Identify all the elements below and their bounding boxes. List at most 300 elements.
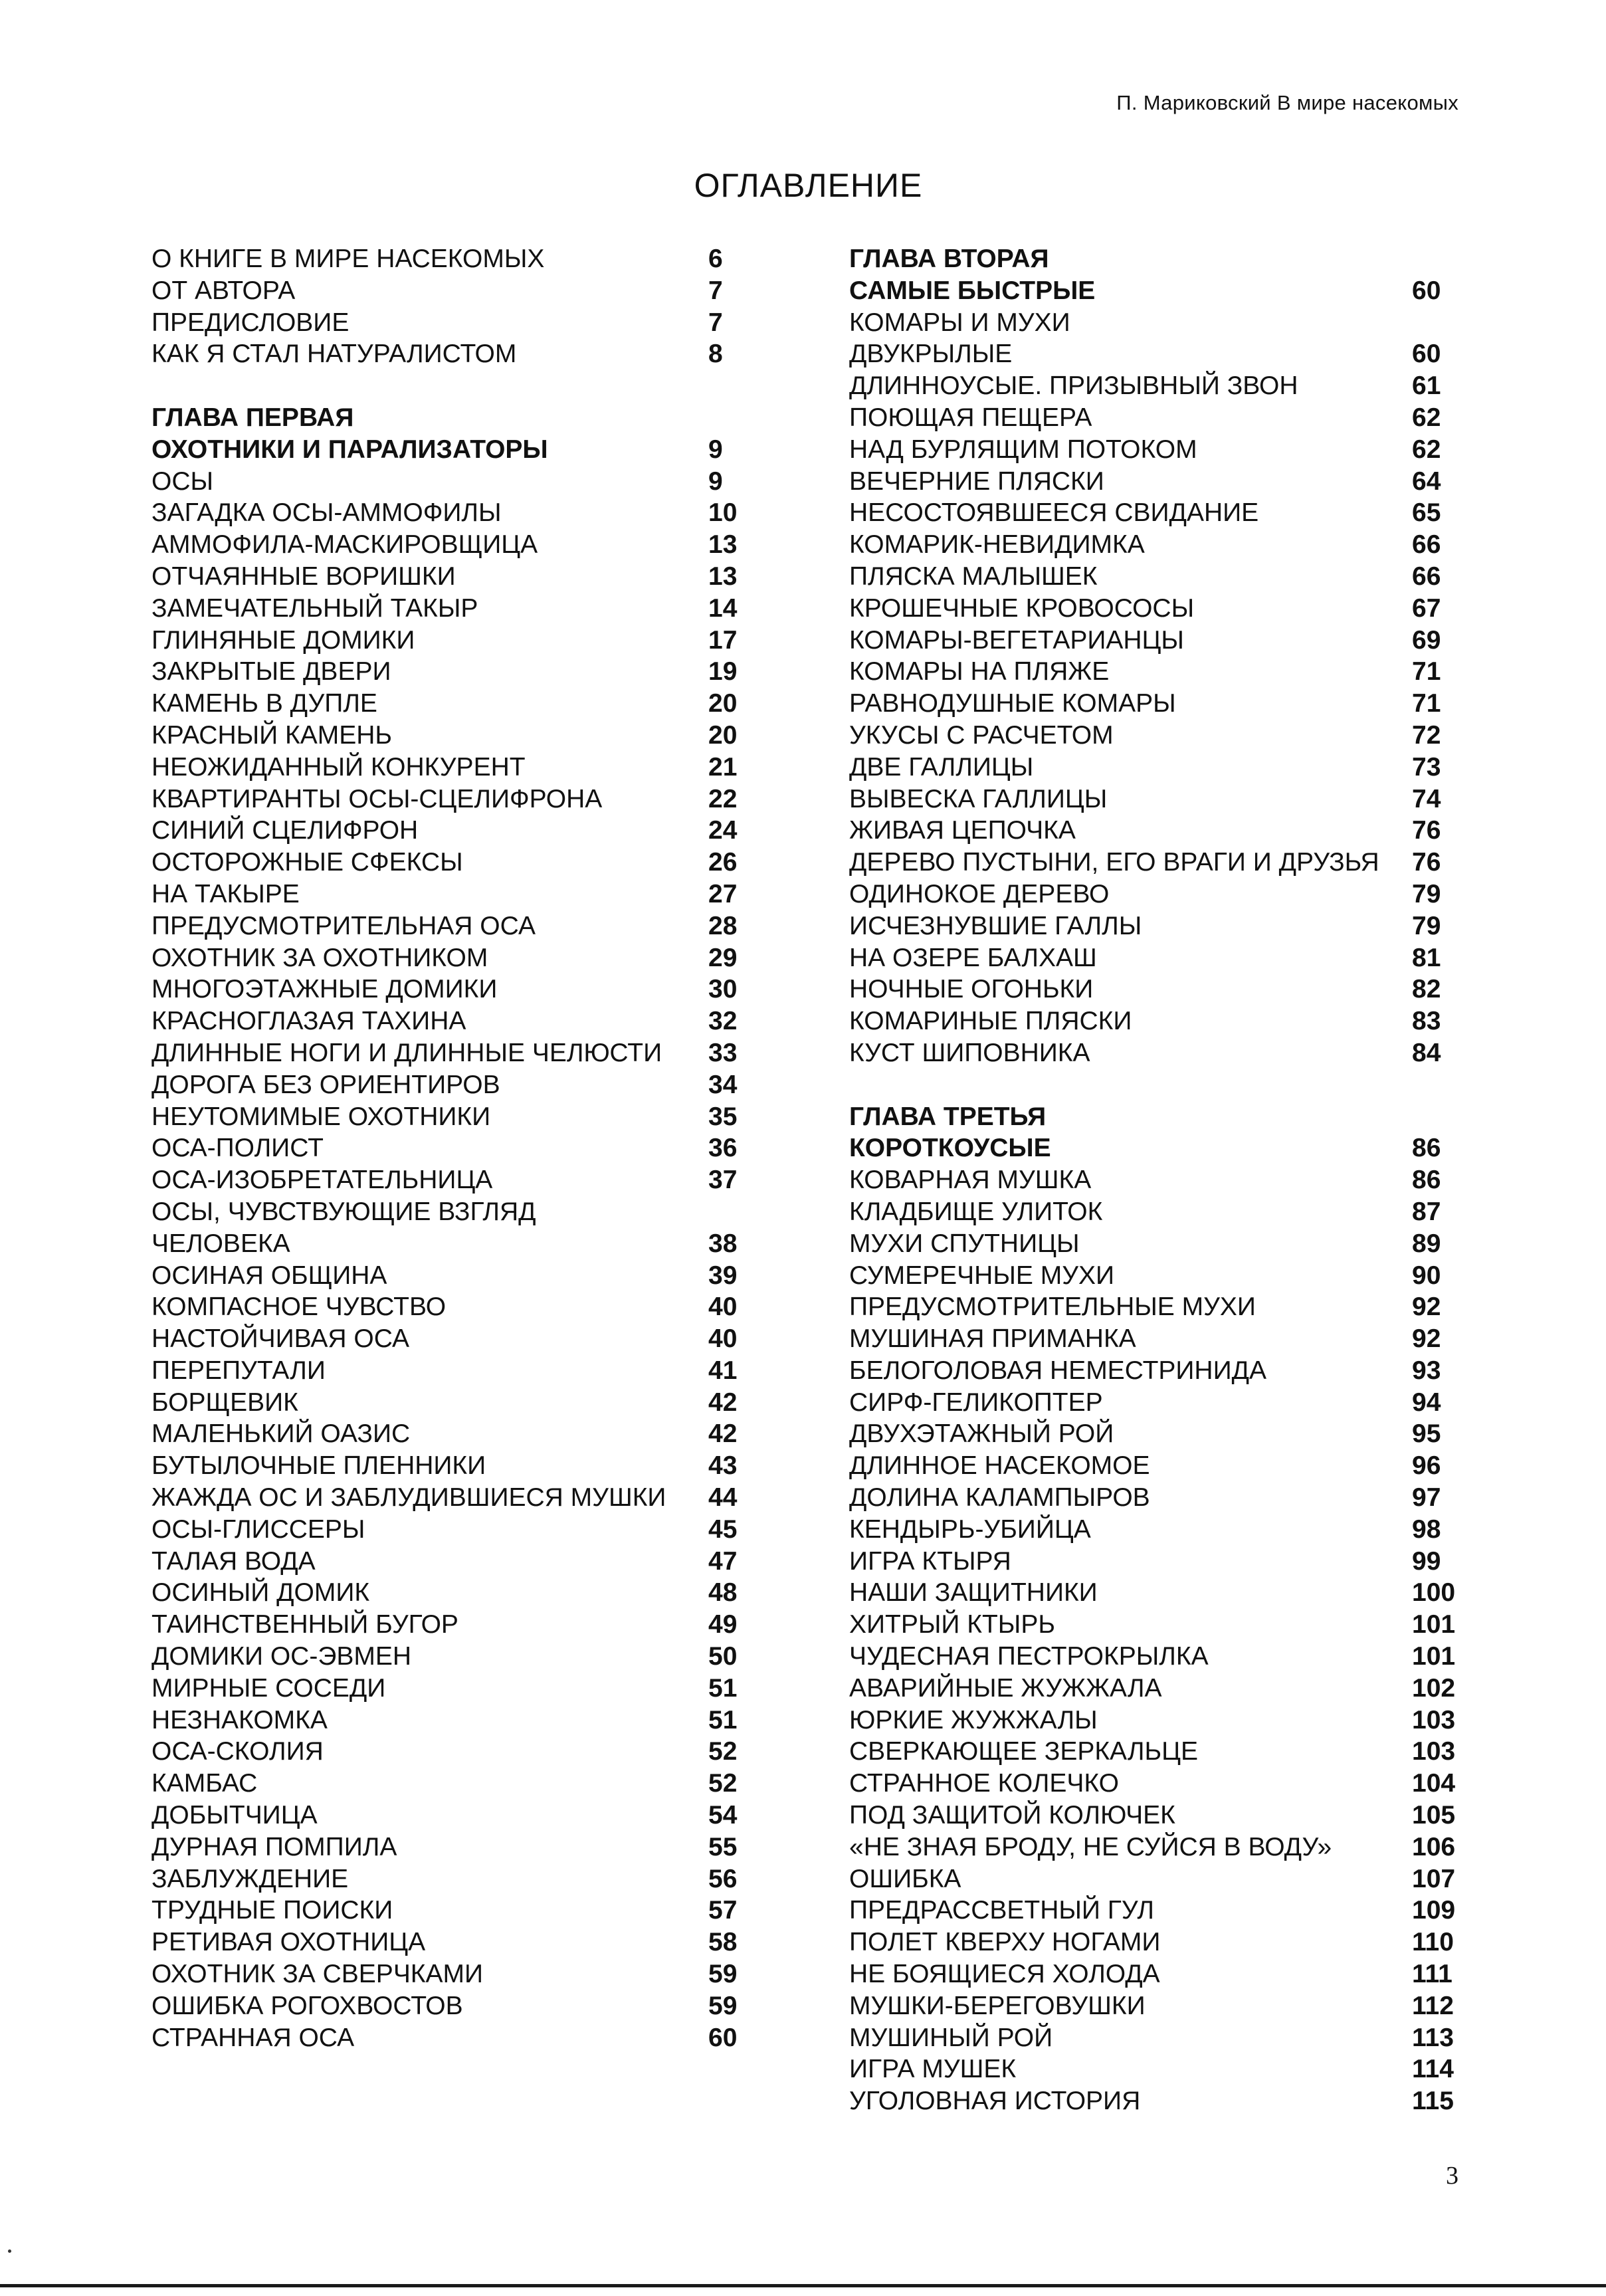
toc-entry-title: УГОЛОВНАЯ ИСТОРИЯ (849, 2087, 1141, 2116)
toc-entry-title: ЖИВАЯ ЦЕПОЧКА (849, 816, 1076, 845)
toc-entry[interactable] (151, 1800, 746, 1831)
toc-entry-page: 32 (708, 1007, 738, 1036)
toc-entry-title: КУСТ ШИПОВНИКА (849, 1038, 1090, 1067)
toc-entry-title: КОРОТКОУСЫЕ (849, 1134, 1051, 1163)
toc-entry-title: ГЛАВА ВТОРАЯ (849, 245, 1049, 273)
toc-entry-page: 64 (1412, 467, 1441, 496)
toc-entry-title: ХИТРЫЙ КТЫРЬ (849, 1610, 1055, 1639)
toc-entry-title: ОДИНОКОЕ ДЕРЕВО (849, 879, 1110, 908)
scan-artifact (8, 2249, 11, 2253)
toc-entry[interactable] (151, 1005, 746, 1037)
toc-entry-title: ЧЕЛОВЕКА (151, 1229, 290, 1258)
toc-entry-page: 114 (1412, 2055, 1454, 2084)
toc-entry[interactable] (849, 1800, 1464, 1831)
toc-entry-title: ДВЕ ГАЛЛИЦЫ (849, 752, 1034, 782)
toc-entry-title: УКУСЫ С РАСЧЕТОМ (849, 720, 1114, 750)
toc-entry-page: 22 (708, 784, 738, 813)
toc-entry[interactable] (849, 466, 1464, 498)
toc-entry-title: РЕТИВАЯ ОХОТНИЦА (151, 1928, 426, 1957)
toc-entry[interactable] (151, 1609, 746, 1641)
toc-entry-page: 54 (708, 1801, 738, 1830)
toc-entry-page: 87 (1412, 1197, 1441, 1226)
toc-entry-title: ОШИБКА РОГОХВОСТОВ (151, 1991, 463, 2020)
toc-entry-page: 47 (708, 1546, 738, 1576)
toc-entry-page: 48 (708, 1578, 738, 1608)
toc-entry-title: ОСА-ИЗОБРЕТАТЕЛЬНИЦА (151, 1166, 493, 1195)
toc-entry[interactable] (151, 338, 746, 370)
toc-entry[interactable] (849, 1037, 1464, 1069)
toc-entry-page: 51 (708, 1705, 738, 1734)
toc-entry-title: НЕСОСТОЯВШЕЕСЯ СВИДАНИЕ (849, 498, 1259, 528)
toc-entry[interactable] (151, 1355, 746, 1387)
toc-entry[interactable] (849, 1609, 1464, 1641)
toc-entry-title: ГЛАВА ПЕРВАЯ (151, 403, 354, 432)
toc-entry[interactable] (849, 402, 1464, 434)
toc-entry-title: НАШИ ЗАЩИТНИКИ (849, 1578, 1098, 1608)
toc-chapter-heading[interactable] (151, 434, 746, 466)
toc-entry-page: 60 (1412, 340, 1441, 369)
toc-entry-page: 57 (708, 1896, 738, 1925)
toc-entry-title: НА ТАКЫРЕ (151, 879, 300, 908)
toc-entry[interactable] (151, 1069, 746, 1101)
toc-entry-page: 95 (1412, 1419, 1441, 1449)
toc-entry-title: КРАСНОГЛАЗАЯ ТАХИНА (151, 1007, 466, 1036)
toc-entry-page: 9 (708, 467, 723, 496)
toc-entry-page: 60 (1412, 276, 1441, 305)
toc-entry-title: ЗАМЕЧАТЕЛЬНЫЙ ТАКЫР (151, 593, 478, 623)
toc-entry-page: 69 (1412, 625, 1441, 655)
toc-entry[interactable] (849, 752, 1464, 783)
toc-entry-title: ВЫВЕСКА ГАЛЛИЦЫ (849, 784, 1108, 813)
toc-entry-title: БЕЛОГОЛОВАЯ НЕМЕСТРИНИДА (849, 1356, 1267, 1385)
toc-entry-title: СТРАННАЯ ОСА (151, 2023, 355, 2052)
toc-entry[interactable] (151, 1291, 746, 1323)
toc-entry[interactable] (849, 1673, 1464, 1705)
toc-entry-page: 58 (708, 1928, 738, 1957)
toc-entry[interactable] (151, 1514, 746, 1546)
toc-entry-title: ПРЕДИСЛОВИЕ (151, 308, 350, 337)
toc-entry[interactable] (151, 974, 746, 1005)
toc-entry[interactable] (849, 942, 1464, 974)
toc-entry-title: ОХОТНИК ЗА ОХОТНИКОМ (151, 943, 488, 972)
toc-entry-page: 84 (1412, 1038, 1441, 1067)
toc-entry[interactable] (849, 1228, 1464, 1260)
toc-entry-page: 107 (1412, 1864, 1456, 1893)
toc-entry[interactable] (849, 1546, 1464, 1578)
toc-entry[interactable] (151, 466, 746, 498)
toc-entry-title: КЛАДБИЩЕ УЛИТОК (849, 1197, 1103, 1226)
toc-entry[interactable] (849, 2085, 1464, 2117)
toc-entry-page: 100 (1412, 1578, 1456, 1608)
toc-entry-page: 79 (1412, 911, 1441, 940)
toc-entry-title: ПОЛЕТ КВЕРХУ НОГАМИ (849, 1928, 1161, 1957)
toc-entry-title: ЗАГАДКА ОСЫ-АММОФИЛЫ (151, 498, 502, 528)
toc-entry-page: 71 (1412, 689, 1441, 718)
toc-entry[interactable] (151, 847, 746, 879)
toc-entry[interactable] (849, 338, 1464, 370)
toc-entry-page: 104 (1412, 1769, 1456, 1798)
toc-entry[interactable] (151, 815, 746, 847)
toc-entry[interactable] (151, 1577, 746, 1609)
toc-entry[interactable] (151, 529, 746, 561)
toc-entry[interactable] (151, 1037, 746, 1069)
toc-entry-page: 7 (708, 308, 723, 337)
toc-entry-page: 14 (708, 593, 738, 623)
toc-entry-page: 76 (1412, 816, 1441, 845)
toc-entry[interactable] (151, 593, 746, 625)
toc-entry[interactable] (849, 1577, 1464, 1609)
toc-entry-title: ДОМИКИ ОС-ЭВМЕН (151, 1642, 412, 1671)
toc-entry-page: 17 (708, 625, 738, 655)
toc-entry-page: 71 (1412, 657, 1441, 686)
toc-entry-title: КОВАРНАЯ МУШКА (849, 1166, 1092, 1195)
toc-entry-title: МУШИНАЯ ПРИМАНКА (849, 1324, 1136, 1354)
running-header: П. Мариковский В мире насекомых (1116, 91, 1458, 114)
toc-entry[interactable] (849, 1164, 1464, 1196)
toc-entry-page: 60 (708, 2023, 738, 2052)
toc-entry[interactable] (151, 688, 746, 720)
toc-entry-page: 52 (708, 1737, 738, 1766)
toc-entry-title: ТАИНСТВЕННЫЙ БУГОР (151, 1610, 458, 1639)
toc-entry-title: ОСЫ (151, 467, 214, 496)
toc-entry[interactable] (151, 910, 746, 942)
toc-entry-page: 9 (708, 435, 723, 464)
toc-entry-title: ПРЕДУСМОТРИТЕЛЬНАЯ ОСА (151, 911, 536, 940)
toc-entry-page: 101 (1412, 1642, 1456, 1671)
toc-entry-page: 26 (708, 848, 738, 877)
toc-entry[interactable] (151, 1927, 746, 1958)
toc-entry[interactable] (849, 1863, 1464, 1895)
toc-entry-title: НЕОЖИДАННЫЙ КОНКУРЕНТ (151, 752, 526, 782)
toc-entry-page: 102 (1412, 1673, 1456, 1703)
toc-entry[interactable] (151, 1641, 746, 1673)
toc-entry-page: 29 (708, 943, 738, 972)
toc-entry[interactable] (151, 1482, 746, 1514)
toc-entry-title: ОСИНЫЙ ДОМИК (151, 1578, 370, 1608)
toc-entry[interactable] (849, 307, 1464, 339)
toc-entry-page: 89 (1412, 1229, 1441, 1258)
toc-entry[interactable] (849, 1482, 1464, 1514)
toc-entry[interactable] (151, 275, 746, 307)
toc-entry-page: 19 (708, 657, 738, 686)
toc-entry-title: «НЕ ЗНАЯ БРОДУ, НЕ СУЙСЯ В ВОДУ» (849, 1832, 1332, 1861)
toc-entry-title: АВАРИЙНЫЕ ЖУЖЖАЛА (849, 1673, 1162, 1703)
toc-entry[interactable] (849, 1705, 1464, 1736)
toc-entry-title: ПРЕДРАССВЕТНЫЙ ГУЛ (849, 1896, 1154, 1925)
toc-entry-title: О КНИГЕ В МИРЕ НАСЕКОМЫХ (151, 245, 545, 273)
toc-entry-title: ЧУДЕСНАЯ ПЕСТРОКРЫЛКА (849, 1642, 1209, 1671)
toc-entry-title: ОСА-ПОЛИСТ (151, 1134, 324, 1163)
toc-entry[interactable] (849, 1260, 1464, 1292)
toc-entry[interactable] (849, 847, 1464, 879)
toc-entry-title: НАД БУРЛЯЩИМ ПОТОКОМ (849, 435, 1197, 464)
toc-entry[interactable] (849, 497, 1464, 529)
toc-entry-title: ГЛАВА ТРЕТЬЯ (849, 1102, 1047, 1131)
toc-entry-title: ЗАБЛУЖДЕНИЕ (151, 1864, 349, 1893)
toc-entry[interactable] (849, 561, 1464, 593)
toc-entry-title: СВЕРКАЮЩЕЕ ЗЕРКАЛЬЦЕ (849, 1737, 1198, 1766)
toc-entry-page: 76 (1412, 848, 1441, 877)
toc-entry-page: 45 (708, 1514, 738, 1544)
toc-entry[interactable] (151, 783, 746, 815)
toc-entry-title: ОТЧАЯННЫЕ ВОРИШКИ (151, 562, 456, 591)
toc-entry[interactable] (151, 307, 746, 339)
toc-entry-page: 81 (1412, 943, 1441, 972)
toc-entry-title: ОШИБКА (849, 1864, 961, 1893)
toc-entry[interactable] (849, 1387, 1464, 1419)
toc-entry[interactable] (151, 1895, 746, 1927)
toc-entry[interactable] (849, 688, 1464, 720)
toc-entry-title: РАВНОДУШНЫЕ КОМАРЫ (849, 689, 1176, 718)
toc-entry[interactable] (151, 1990, 746, 2022)
toc-entry[interactable] (151, 656, 746, 688)
toc-entry[interactable] (849, 1831, 1464, 1863)
toc-entry-title: МУХИ СПУТНИЦЫ (849, 1229, 1080, 1258)
toc-entry[interactable] (151, 1101, 746, 1133)
toc-entry-title: ЗАКРЫТЫЕ ДВЕРИ (151, 657, 391, 686)
toc-entry-page: 86 (1412, 1134, 1441, 1163)
toc-entry-title: БОРЩЕВИК (151, 1388, 298, 1417)
toc-entry-title: ПЛЯСКА МАЛЫШЕК (849, 562, 1098, 591)
toc-chapter-heading[interactable] (849, 1101, 1464, 1133)
toc-entry-title: ДВУКРЫЛЫЕ (849, 340, 1013, 369)
toc-entry-page: 27 (708, 879, 738, 908)
toc-entry[interactable] (151, 1164, 746, 1196)
toc-entry-page: 110 (1412, 1928, 1454, 1957)
toc-entry-page: 50 (708, 1642, 738, 1671)
toc-entry-title: КАМБАС (151, 1769, 258, 1798)
toc-entry-page: 51 (708, 1673, 738, 1703)
toc-entry[interactable] (849, 720, 1464, 752)
toc-entry-title: НАСТОЙЧИВАЯ ОСА (151, 1324, 410, 1354)
toc-entry-page: 6 (708, 245, 723, 273)
toc-entry[interactable] (151, 1705, 746, 1736)
toc-entry[interactable] (151, 1260, 746, 1292)
toc-entry[interactable] (849, 1990, 1464, 2022)
toc-entry-page: 99 (1412, 1546, 1441, 1576)
toc-entry[interactable] (849, 974, 1464, 1005)
toc-entry[interactable] (151, 243, 746, 275)
toc-entry[interactable] (849, 1514, 1464, 1546)
toc-entry[interactable] (151, 2022, 746, 2054)
toc-entry-page: 7 (708, 276, 723, 305)
toc-entry[interactable] (849, 370, 1464, 402)
toc-entry-title: КВАРТИРАНТЫ ОСЫ-СЦЕЛИФРОНА (151, 784, 603, 813)
toc-entry[interactable] (151, 1450, 746, 1482)
toc-entry[interactable] (151, 1196, 746, 1228)
toc-entry-page: 28 (708, 911, 738, 940)
toc-entry-page: 20 (708, 720, 738, 750)
toc-entry-page: 40 (708, 1324, 738, 1354)
page-title (0, 166, 1606, 205)
toc-entry-page: 97 (1412, 1483, 1441, 1513)
toc-entry[interactable] (151, 561, 746, 593)
toc-entry-page: 83 (1412, 1007, 1441, 1036)
toc-entry[interactable] (849, 1895, 1464, 1927)
toc-entry-title: НА ОЗЕРЕ БАЛХАШ (849, 943, 1097, 972)
toc-chapter-heading[interactable] (849, 1132, 1464, 1164)
toc-entry[interactable] (151, 1673, 746, 1705)
toc-chapter-heading[interactable] (849, 275, 1464, 307)
toc-entry[interactable] (849, 2022, 1464, 2054)
toc-entry-title: ЮРКИЕ ЖУЖЖАЛЫ (849, 1705, 1098, 1734)
toc-entry-title: МУШКИ-БЕРЕГОВУШКИ (849, 1991, 1146, 2020)
toc-entry-page: 56 (708, 1864, 738, 1893)
toc-right-column (849, 243, 1464, 2117)
toc-entry[interactable] (849, 815, 1464, 847)
toc-entry-page: 73 (1412, 752, 1441, 782)
toc-entry-page: 49 (708, 1610, 738, 1639)
toc-entry-title: КРОШЕЧНЫЕ КРОВОСОСЫ (849, 593, 1195, 623)
toc-entry-page: 38 (708, 1229, 738, 1258)
toc-entry-page: 82 (1412, 975, 1441, 1004)
toc-entry[interactable] (151, 1831, 746, 1863)
toc-entry[interactable] (849, 1958, 1464, 1990)
toc-entry-title: КОМАРЫ НА ПЛЯЖЕ (849, 657, 1110, 686)
toc-entry[interactable] (151, 720, 746, 752)
toc-entry[interactable] (151, 1736, 746, 1768)
toc-entry-title: СИНИЙ СЦЕЛИФРОН (151, 816, 419, 845)
toc-entry[interactable] (849, 529, 1464, 561)
toc-entry[interactable] (849, 434, 1464, 466)
toc-entry[interactable] (151, 1768, 746, 1800)
toc-entry[interactable] (151, 942, 746, 974)
toc-entry-title: ДОБЫТЧИЦА (151, 1801, 318, 1830)
toc-entry[interactable] (151, 752, 746, 783)
toc-entry-page: 33 (708, 1038, 738, 1067)
title-text: ОГЛАВЛЕНИЕ (694, 167, 923, 204)
toc-entry[interactable] (151, 625, 746, 657)
toc-entry-page: 109 (1412, 1896, 1456, 1925)
toc-entry-title: СТРАННОЕ КОЛЕЧКО (849, 1769, 1120, 1798)
toc-chapter-heading[interactable] (849, 243, 1464, 275)
toc-entry[interactable] (151, 1863, 746, 1895)
toc-entry[interactable] (151, 1228, 746, 1260)
toc-entry-title: КОМПАСНОЕ ЧУВСТВО (151, 1293, 447, 1322)
toc-entry-page: 94 (1412, 1388, 1441, 1417)
toc-entry[interactable] (849, 1736, 1464, 1768)
toc-entry[interactable] (849, 879, 1464, 910)
toc-entry[interactable] (151, 1958, 746, 1990)
toc-entry-page: 61 (1412, 371, 1441, 401)
toc-entry[interactable] (849, 1005, 1464, 1037)
toc-entry-title: САМЫЕ БЫСТРЫЕ (849, 276, 1096, 305)
toc-entry-title: БУТЫЛОЧНЫЕ ПЛЕННИКИ (151, 1451, 486, 1481)
toc-entry-page: 41 (708, 1356, 738, 1385)
toc-entry-page: 36 (708, 1134, 738, 1163)
toc-entry-title: КОМАРИНЫЕ ПЛЯСКИ (849, 1007, 1132, 1036)
toc-entry-title: КОМАРЫ И МУХИ (849, 308, 1070, 337)
toc-entry-page: 112 (1412, 1991, 1454, 2020)
toc-entry[interactable] (849, 1291, 1464, 1323)
toc-entry-title: ОСИНАЯ ОБЩИНА (151, 1261, 387, 1290)
toc-entry-title: ОТ АВТОРА (151, 276, 296, 305)
toc-entry-page: 8 (708, 340, 723, 369)
toc-entry-title: СУМЕРЕЧНЫЕ МУХИ (849, 1261, 1115, 1290)
toc-entry[interactable] (151, 879, 746, 910)
toc-entry[interactable] (151, 1323, 746, 1355)
toc-entry-page: 10 (708, 498, 738, 528)
toc-entry-page: 86 (1412, 1166, 1441, 1195)
toc-entry-title: МАЛЕНЬКИЙ ОАЗИС (151, 1419, 411, 1449)
toc-entry-page: 37 (708, 1166, 738, 1195)
toc-entry-page: 34 (708, 1070, 738, 1099)
toc-entry[interactable] (151, 1132, 746, 1164)
toc-entry-page: 79 (1412, 879, 1441, 908)
toc-chapter-heading[interactable] (151, 402, 746, 434)
bottom-rule (0, 2284, 1606, 2287)
toc-entry-title: ИСЧЕЗНУВШИЕ ГАЛЛЫ (849, 911, 1142, 940)
toc-entry[interactable] (849, 625, 1464, 657)
toc-entry-page: 35 (708, 1102, 738, 1131)
toc-entry[interactable] (849, 593, 1464, 625)
toc-entry-title: КАМЕНЬ В ДУПЛЕ (151, 689, 377, 718)
toc-entry-page: 74 (1412, 784, 1441, 813)
toc-entry-title: ОХОТНИК ЗА СВЕРЧКАМИ (151, 1960, 484, 1989)
toc-spacer (151, 370, 746, 402)
toc-entry[interactable] (849, 783, 1464, 815)
toc-entry-title: ПОД ЗАЩИТОЙ КОЛЮЧЕК (849, 1801, 1175, 1830)
toc-entry[interactable] (849, 1768, 1464, 1800)
toc-entry[interactable] (849, 2053, 1464, 2085)
toc-entry[interactable] (151, 1418, 746, 1450)
toc-entry[interactable] (151, 1387, 746, 1419)
toc-entry[interactable] (849, 1355, 1464, 1387)
toc-entry-title: ДЛИННЫЕ НОГИ И ДЛИННЫЕ ЧЕЛЮСТИ (151, 1038, 662, 1067)
toc-entry[interactable] (151, 497, 746, 529)
toc-entry-page: 67 (1412, 593, 1441, 623)
toc-entry-page: 65 (1412, 498, 1441, 528)
toc-entry-title: ДОЛИНА КАЛАМПЫРОВ (849, 1483, 1150, 1513)
toc-entry[interactable] (151, 1546, 746, 1578)
page-number: 3 (1446, 2162, 1458, 2190)
toc-entry-title: ПРЕДУСМОТРИТЕЛЬНЫЕ МУХИ (849, 1293, 1256, 1322)
toc-entry-title: КОМАРИК-НЕВИДИМКА (849, 530, 1145, 560)
toc-entry-title: НОЧНЫЕ ОГОНЬКИ (849, 975, 1094, 1004)
toc-entry-page: 13 (708, 562, 738, 591)
toc-entry-title: ДОРОГА БЕЗ ОРИЕНТИРОВ (151, 1070, 500, 1099)
toc-entry-page: 13 (708, 530, 738, 560)
toc-entry[interactable] (849, 1418, 1464, 1450)
toc-entry-title: МИРНЫЕ СОСЕДИ (151, 1673, 386, 1703)
toc-entry-page: 90 (1412, 1261, 1441, 1290)
toc-entry[interactable] (849, 1450, 1464, 1482)
toc-entry[interactable] (849, 1196, 1464, 1228)
toc-entry-title: ВЕЧЕРНИЕ ПЛЯСКИ (849, 467, 1104, 496)
toc-entry-page: 20 (708, 689, 738, 718)
toc-entry-page: 24 (708, 816, 738, 845)
toc-entry[interactable] (849, 1927, 1464, 1958)
toc-entry[interactable] (849, 1323, 1464, 1355)
toc-entry-page: 52 (708, 1769, 738, 1798)
toc-entry-title: КЕНДЫРЬ-УБИЙЦА (849, 1514, 1091, 1544)
toc-entry-page: 43 (708, 1451, 738, 1481)
toc-entry-page: 62 (1412, 403, 1441, 432)
toc-entry-page: 55 (708, 1832, 738, 1861)
toc-entry-page: 66 (1412, 562, 1441, 591)
toc-entry-page: 96 (1412, 1451, 1441, 1481)
toc-spacer (849, 1069, 1464, 1101)
toc-entry-page: 40 (708, 1293, 738, 1322)
toc-entry[interactable] (849, 1641, 1464, 1673)
toc-entry-page: 72 (1412, 720, 1441, 750)
toc-entry[interactable] (849, 910, 1464, 942)
toc-entry-title: НЕ БОЯЩИЕСЯ ХОЛОДА (849, 1960, 1160, 1989)
toc-entry-title: ДЛИННОУСЫЕ. ПРИЗЫВНЫЙ ЗВОН (849, 371, 1298, 401)
toc-entry-title: КАК Я СТАЛ НАТУРАЛИСТОМ (151, 340, 517, 369)
toc-entry[interactable] (849, 656, 1464, 688)
toc-entry-title: ДЕРЕВО ПУСТЫНИ, ЕГО ВРАГИ И ДРУЗЬЯ (849, 848, 1379, 877)
